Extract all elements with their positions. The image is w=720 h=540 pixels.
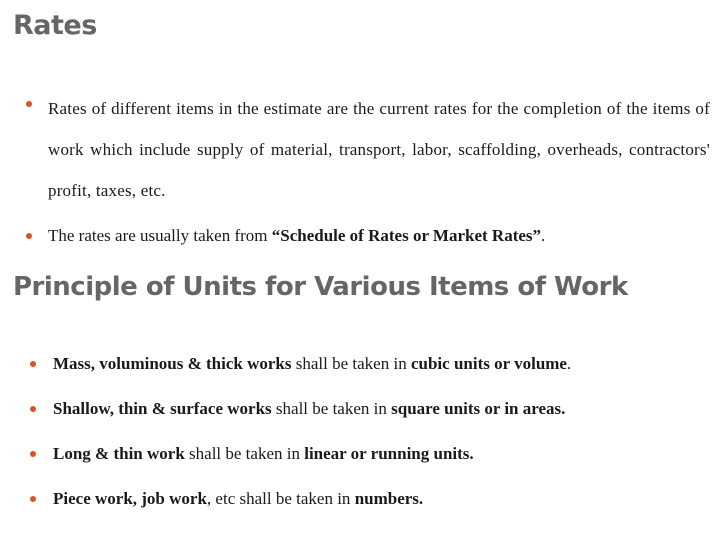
unit-rule-unit: square units or in areas. <box>391 399 566 418</box>
rates-definition-paragraph: Rates of different items in the estimate are the current rates for the completion of the items of work which include supply of material, transport, labor, scaffolding, overheads, contractors' profit, taxes, etc. <box>48 99 710 200</box>
unit-rule-area <box>53 397 710 421</box>
bullet-icon <box>30 361 36 367</box>
rates-source-end: . <box>541 226 546 245</box>
unit-rule-subject: Shallow, thin & surface works <box>53 399 272 418</box>
unit-rule-subject: Long & thin work <box>53 444 185 463</box>
unit-rule-text: , etc shall be taken in <box>206 489 355 508</box>
principle-of-units-heading: Principle of Units for Various Items of Work <box>13 272 628 302</box>
unit-rule-unit: numbers. <box>354 489 424 508</box>
bullet-icon <box>30 496 36 502</box>
schedule-of-rates-term: “Schedule of Rates or Market Rates” <box>271 226 542 245</box>
rates-heading: Rates <box>13 10 97 41</box>
unit-rule-subject: Piece work, job work <box>53 489 207 508</box>
unit-rule-text: shall be taken in <box>184 444 305 463</box>
unit-rule-subject: Mass, voluminous & thick works <box>53 354 292 373</box>
rates-source-text: The rates are usually taken from <box>48 226 272 245</box>
bullet-icon <box>30 406 36 412</box>
bullet-icon <box>26 233 32 239</box>
unit-rule-unit: linear or running units. <box>304 444 474 463</box>
unit-rule-numbers <box>53 487 710 511</box>
bullet-icon <box>30 451 36 457</box>
bullet-icon <box>26 101 32 107</box>
unit-rule-volume <box>53 352 710 376</box>
unit-rule-unit: cubic units or volume <box>410 354 567 373</box>
unit-rule-linear <box>53 442 710 466</box>
rates-source-paragraph <box>48 224 710 248</box>
unit-rule-text: shall be taken in <box>291 354 411 373</box>
unit-rule-text: shall be taken in <box>271 399 392 418</box>
unit-rule-end: . <box>566 354 572 373</box>
